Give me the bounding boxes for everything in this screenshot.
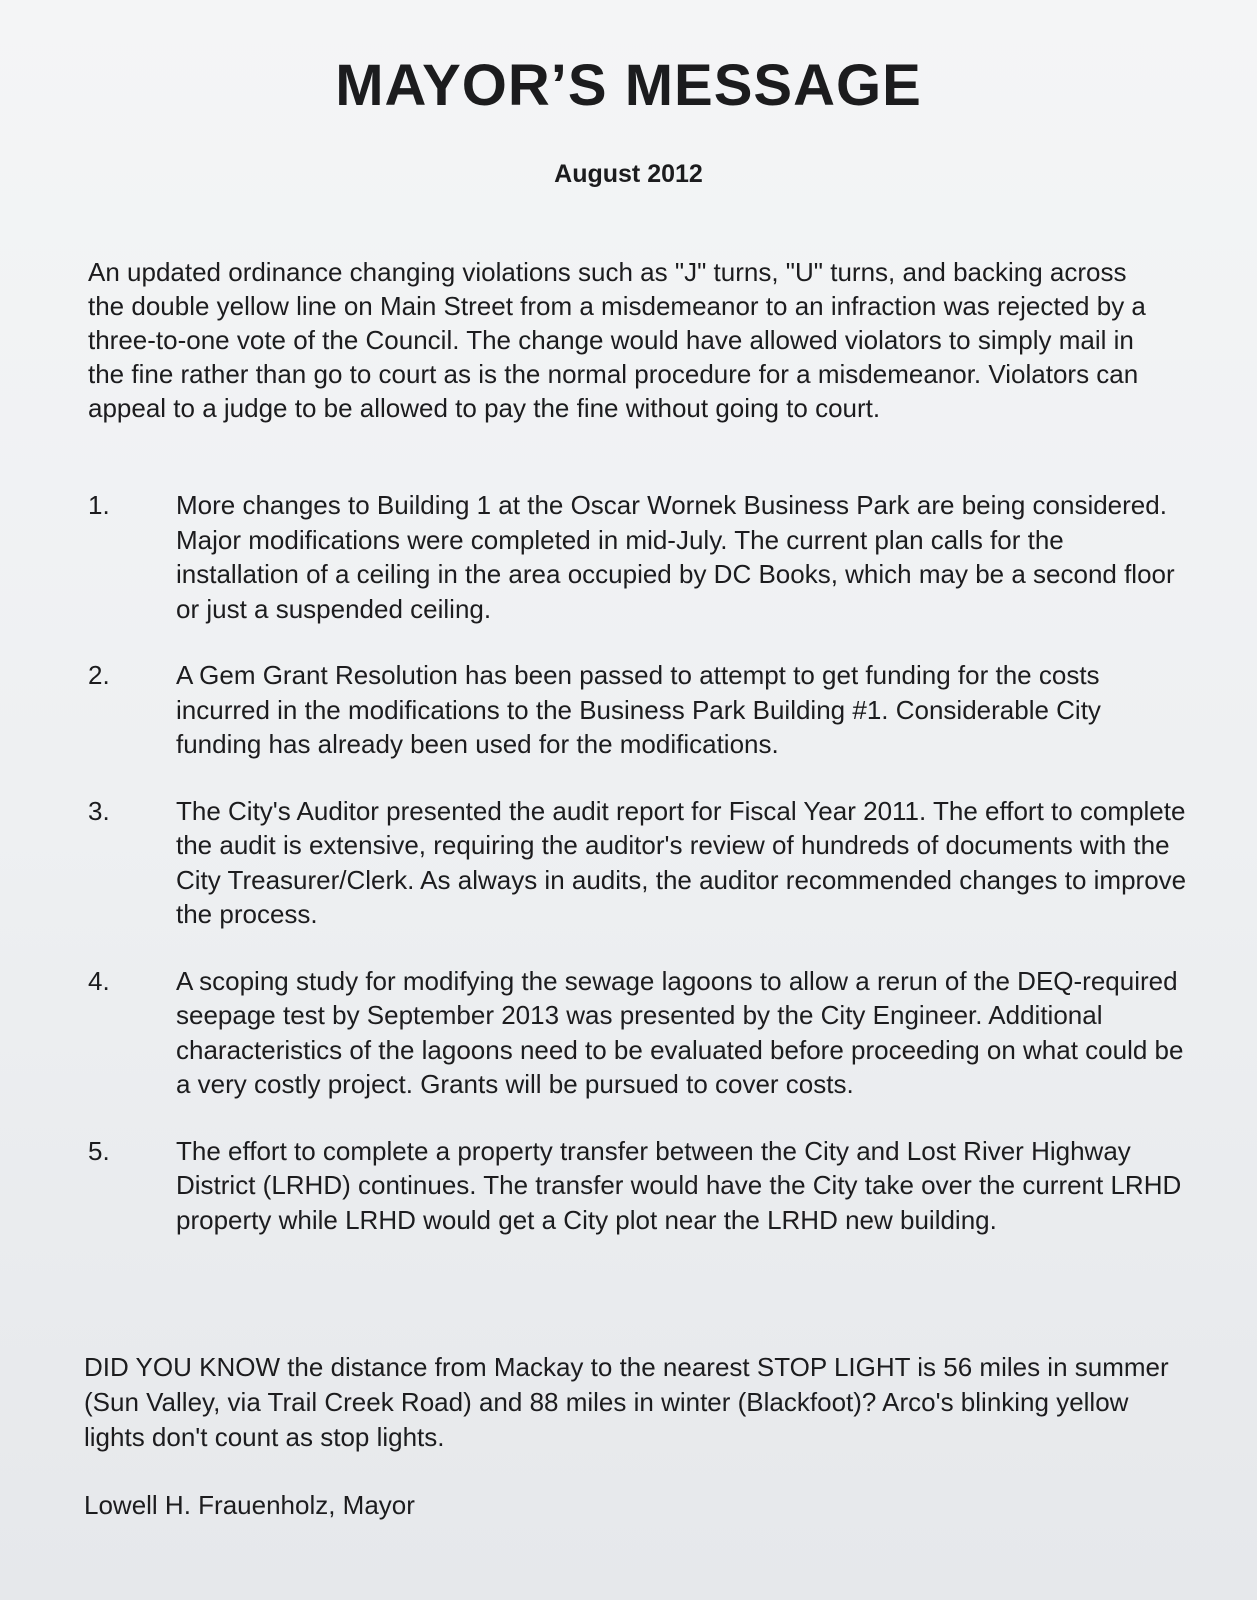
list-item <box>88 794 1188 932</box>
list-item <box>88 658 1188 762</box>
list-item-text: The effort to complete a property transfer between the City and Lost River Highway District (LRHD) continues. The transfer would have the City take over the current LRHD property while LRHD would get a City plot near the LRHD new building. <box>176 1135 1182 1235</box>
list-item <box>88 964 1188 1102</box>
document-title: MAYOR’S MESSAGE <box>335 53 922 118</box>
list-item-text: More changes to Building 1 at the Oscar Wornek Business Park are being considered. Major modifications were completed in mid-July. The current plan calls for the installation of a ceiling in the area occupied by DC Books, which may be a second floor or just a suspended ceiling. <box>176 490 1175 624</box>
list-item-number: 3. <box>88 795 110 826</box>
document-date: August 2012 <box>554 160 703 188</box>
list-item-number: 2. <box>88 660 110 690</box>
list-item-text: The City's Auditor presented the audit report for Fiscal Year 2011. The effort to complete the audit is extensive, requiring the auditor's review of hundreds of documents with the City Treasurer/Clerk. As always in audits, the auditor recommended changes to improve the process. <box>176 795 1187 929</box>
list-item-number: 1. <box>88 490 110 520</box>
intro-paragraph: An updated ordinance changing violations such as "J" turns, "U" turns, and backing across the double yellow line on Main Street from a misdemeanor to an infraction was rejected by a three-to-one vote of the Council. The change would have allowed violators to simply mail in the fine rather than go to court as is the normal procedure for a misdemeanor. Violators can appeal to a judge to be allowed to pay the fine without going to court. <box>88 257 1146 423</box>
list-item <box>88 1134 1188 1238</box>
list-item-text: A scoping study for modifying the sewage lagoons to allow a rerun of the DEQ-required seepage test by September 2013 was presented by the City Engineer. Additional characteristics of the lagoons need to be evaluated before proceeding on what could be a very costly project. Grants will be pursued to cover costs. <box>176 965 1184 1099</box>
list-item <box>88 488 1188 626</box>
numbered-list <box>88 488 1188 1269</box>
did-you-know-paragraph: DID YOU KNOW the distance from Mackay to the nearest STOP LIGHT is 56 miles in summer (Sun Valley, via Trail Creek Road) and 88 miles in winter (Blackfoot)? Arco's blinking yellow lights don't count as stop lights. <box>84 1352 1169 1452</box>
list-item-text: A Gem Grant Resolution has been passed to attempt to get funding for the costs incurred in the modifications to the Business Park Building #1. Considerable City funding has already been used for the modifications. <box>176 660 1101 759</box>
signature: Lowell H. Frauenholz, Mayor <box>84 1490 415 1520</box>
list-item-number: 4. <box>88 965 110 996</box>
list-item-number: 5. <box>88 1135 110 1166</box>
